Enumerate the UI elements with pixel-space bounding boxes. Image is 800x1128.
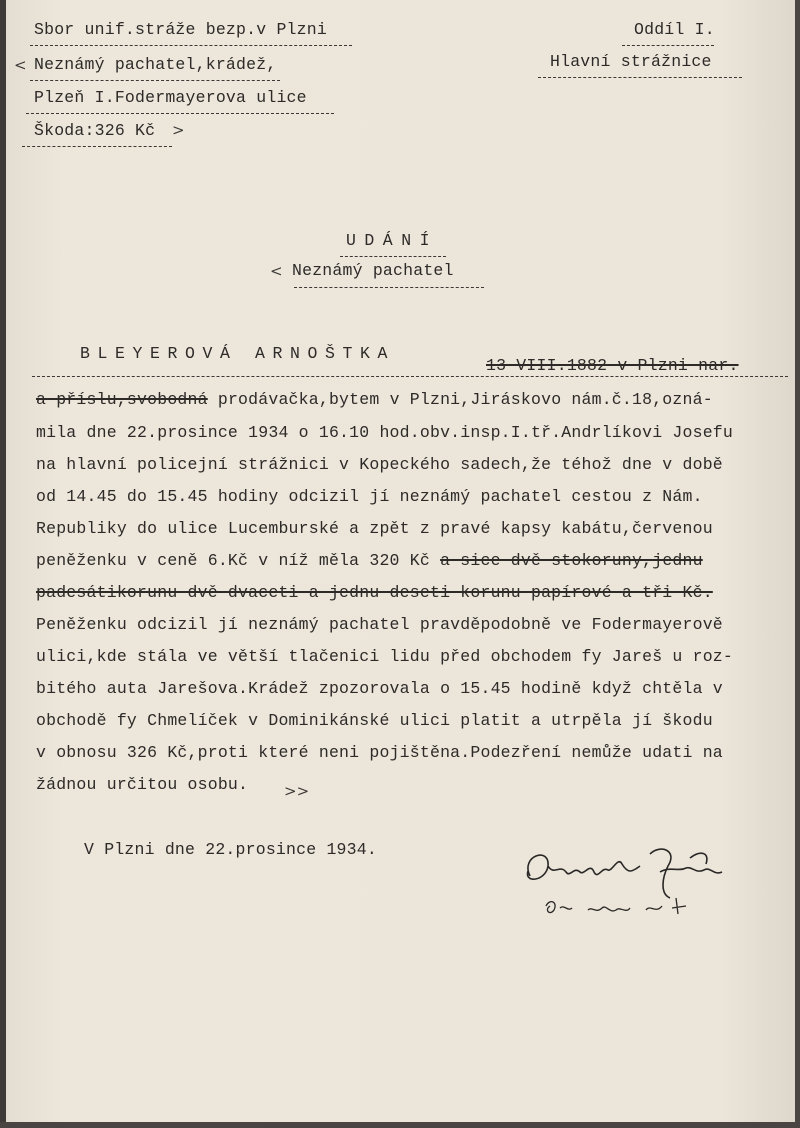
body-line-8: Peněženku odcizil jí neznámý pachatel pravděpodobně ve Fodermayerově: [36, 615, 723, 634]
body-line-11: obchodě fy Chmelíček v Dominikánské ulici platit a utrpěla jí škodu: [36, 711, 713, 730]
header-station: Hlavní strážnice: [550, 52, 712, 71]
title-underline: [340, 256, 446, 257]
signature: [510, 836, 740, 936]
header-underline: [622, 45, 714, 46]
struck-text: a sice dvě stokoruny,jednu: [440, 551, 703, 570]
body-line-13: žádnou určitou osobu.: [36, 775, 249, 794]
header-underline: [30, 45, 352, 46]
scan-edge-bottom: [0, 1122, 800, 1128]
struck-text: a příslu,svobodná: [36, 390, 208, 409]
complainant-name: BLEYEROVÁ ARNOŠTKA: [80, 344, 396, 363]
scan-edge-left: [0, 0, 6, 1128]
header-department: Oddíl I.: [634, 20, 715, 39]
scan-edge-right: [795, 0, 800, 1128]
body-text: peněženku v ceně 6.Kč v níž měla 320 Kč: [36, 551, 430, 570]
header-underline: [30, 80, 280, 81]
body-line-2: mila dne 22.prosince 1934 o 16.10 hod.obv.insp.I.tř.Andrlíkovi Josefu: [36, 423, 734, 442]
document-subtitle: Neznámý pachatel: [292, 261, 454, 280]
body-line-9: ulici,kde stála ve větší tlačenici lidu před obchodem fy Jareš u roz-: [36, 647, 734, 666]
header-underline: [22, 146, 172, 147]
header-subject: Neznámý pachatel,krádež,: [34, 55, 277, 74]
header-underline: [538, 77, 742, 78]
header-unit: Sbor unif.stráže bezp.v Plzni: [34, 20, 327, 39]
place-date: V Plzni dne 22.prosince 1934.: [84, 840, 377, 859]
name-underline: [32, 376, 788, 377]
body-line-4: od 14.45 do 15.45 hodiny odcizil jí neznámý pachatel cestou z Nám.: [36, 487, 703, 506]
body-line-7-struck: padesátikorunu dvě dvaceti a jednu deseti korunu papírové a tři Kč.: [36, 583, 713, 602]
header-underline: [26, 113, 334, 114]
subtitle-underline: [294, 287, 484, 288]
body-line-6: [36, 551, 703, 570]
body-text: prodávačka,bytem v Plzni,Jiráskovo nám.č.18,ozná-: [207, 390, 713, 409]
handwritten-mark: <: [270, 262, 283, 280]
body-line-5: Republiky do ulice Lucemburské a zpět z pravé kapsy kabátu,červenou: [36, 519, 713, 538]
handwritten-mark: <: [14, 56, 27, 74]
body-line-1: [36, 390, 713, 409]
body-line-3: na hlavní policejní strážnici v Kopeckého sadech,že téhož dne v době: [36, 455, 723, 474]
handwritten-mark: >>: [284, 782, 310, 800]
body-line-12: v obnosu 326 Kč,proti které neni pojištěna.Podezření nemůže udati na: [36, 743, 723, 762]
body-line-10: bitého auta Jarešova.Krádež zpozorovala o 15.45 hodině když chtěla v: [36, 679, 723, 698]
document-title: UDÁNÍ: [346, 231, 439, 250]
header-location: Plzeň I.Fodermayerova ulice: [34, 88, 307, 107]
header-damage: Škoda:326 Kč: [34, 121, 156, 140]
handwritten-mark: >: [172, 121, 185, 139]
struck-birth-info: 13 VIII.1882 v Plzni nar.: [486, 356, 739, 375]
